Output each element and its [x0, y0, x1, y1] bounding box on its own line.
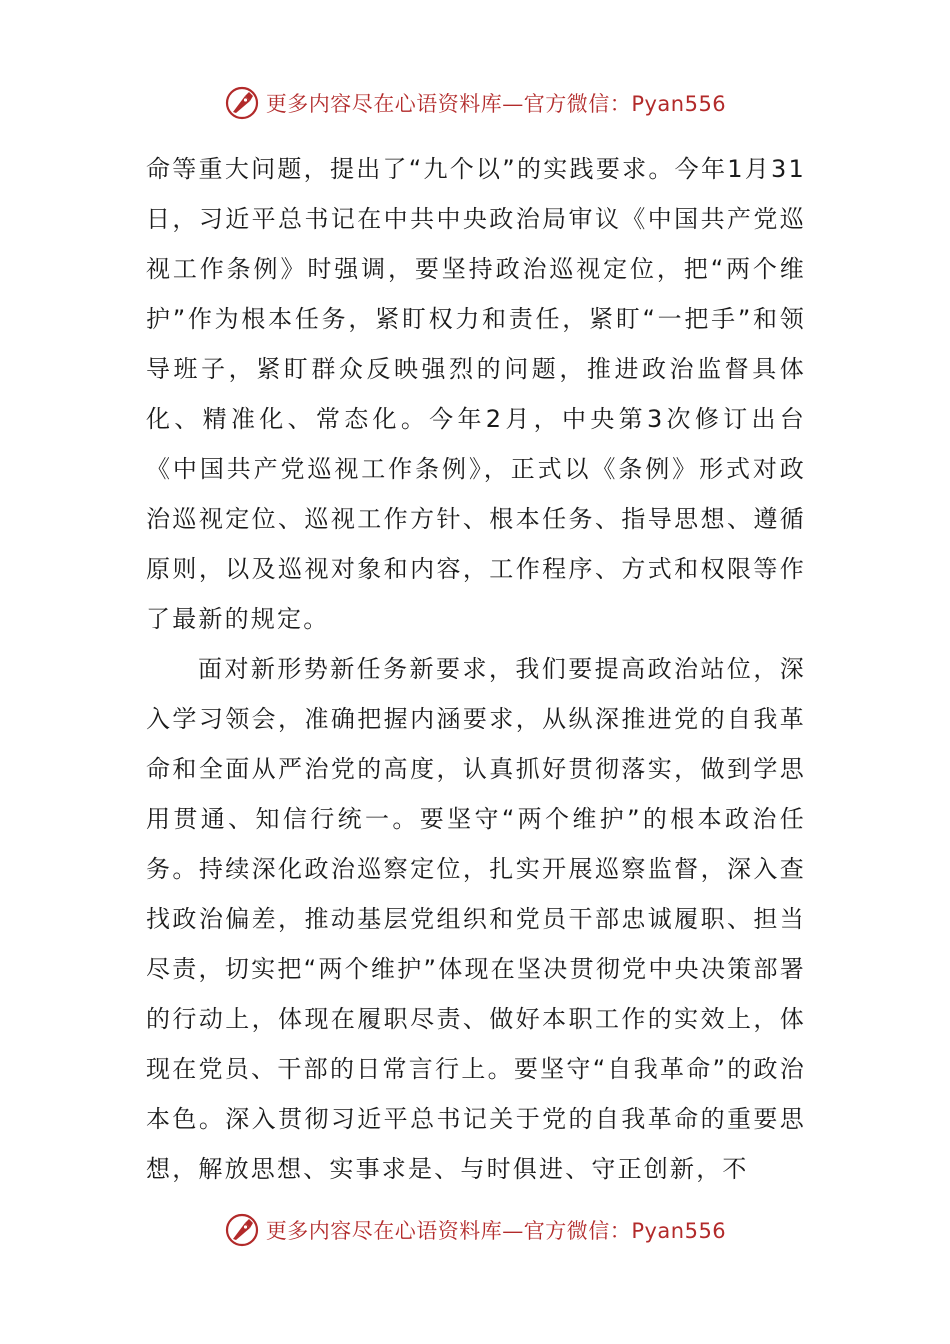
- document-body: [146, 144, 806, 1194]
- wechat-id: Pyan556: [631, 1219, 727, 1243]
- banner-caption: 更多内容尽在心语资料库—官方微信：: [265, 1219, 632, 1243]
- wechat-id: Pyan556: [631, 92, 727, 116]
- pen-nib-logo-icon: [224, 1212, 260, 1248]
- paragraph-requirements: 面对新形势新任务新要求，我们要提高政治站位，深入学习领会，准确把握内涵要求，从纵深推进党的自我革命和全面从严治党的高度，认真抓好贯彻落实，做到学思用贯通、知信行统一。要坚守“两个维护”的根本政治任务。持续深化政治巡察定位，扎实开展巡察监督，深入查找政治偏差，推动基层党组织和党员干部忠诚履职、担当尽责，切实把“两个维护”体现在坚决贯彻党中央决策部署的行动上，体现在履职尽责、做好本职工作的实效上，体现在党员、干部的日常言行上。要坚守“自我革命”的政治本色。深入贯彻习近平总书记关于党的自我革命的重要思想，解放思想、实事求是、与时俱进、守正创新，不: [146, 655, 806, 1183]
- paragraph-continuation: 命等重大问题，提出了“九个以”的实践要求。今年1月31日，习近平总书记在中共中央政治局审议《中国共产党巡视工作条例》时强调，要坚持政治巡视定位，把“两个维护”作为根本任务，紧盯权力和责任，紧盯“一把手”和领导班子，紧盯群众反映强烈的问题，推进政治监督具体化、精准化、常态化。今年2月，中央第3次修订出台《中国共产党巡视工作条例》，正式以《条例》形式对政治巡视定位、巡视工作方针、根本任务、指导思想、遵循原则，以及巡视对象和内容，工作程序、方式和权限等作了最新的规定。: [146, 155, 806, 633]
- pen-nib-logo-icon: [224, 85, 260, 121]
- header-banner: [0, 83, 950, 123]
- banner-text: [266, 88, 726, 118]
- banner-text: [266, 1215, 726, 1245]
- footer-banner: [0, 1210, 950, 1250]
- banner-caption: 更多内容尽在心语资料库—官方微信：: [265, 92, 632, 116]
